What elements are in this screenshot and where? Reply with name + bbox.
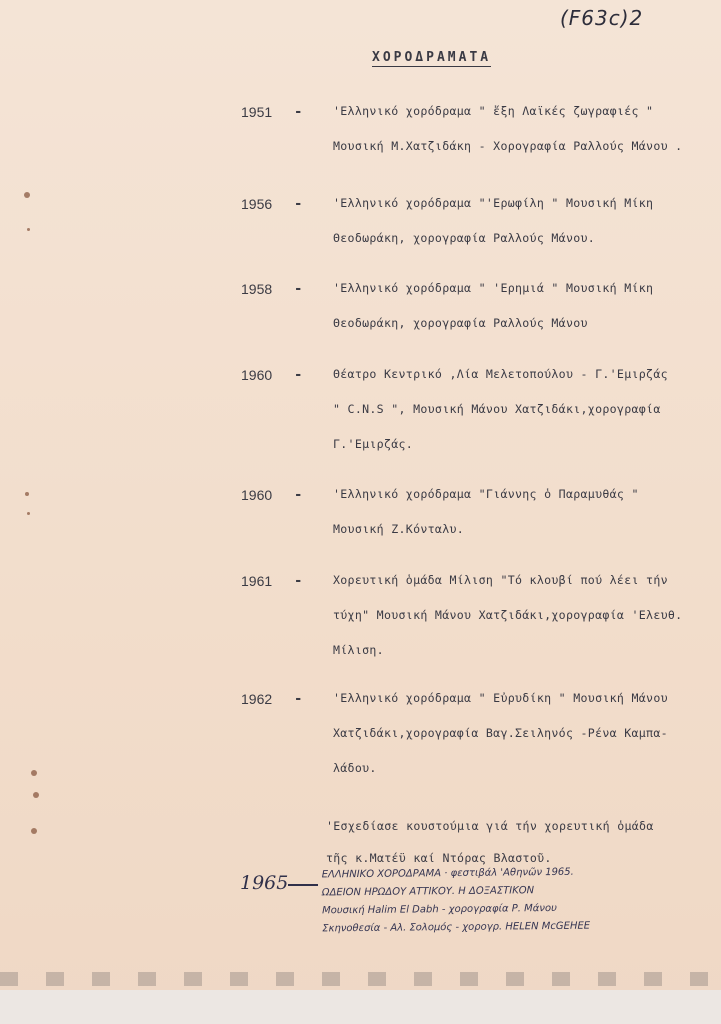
- entry-line: 'Ελληνικό χορόδραμα " Εὐρυδίκη " Μουσική Μάνου: [333, 691, 668, 705]
- rust-spot: [27, 228, 30, 231]
- handwritten-line: Μουσική Halim El Dabh - χορογραφία Ρ. Μάνου: [322, 902, 557, 917]
- entry-line: Χατζιδάκι,χορογραφία Βαγ.Σειληνός -Ρένα Καμπα-: [333, 726, 668, 740]
- entry-dash: -: [294, 367, 303, 383]
- entry-dash: -: [294, 104, 303, 120]
- entry-text: [333, 681, 703, 786]
- handwritten-dash: [288, 884, 318, 886]
- page-title: ΧΟΡΟΔΡΑΜΑΤΑ: [372, 50, 492, 65]
- entry-text: [333, 94, 703, 164]
- note-line: τῆς κ.Ματέϋ καί Ντόρας Βλαστοῦ.: [326, 851, 552, 865]
- page-bottom-edge: [0, 972, 721, 986]
- costume-note: [326, 810, 654, 874]
- entry-line: Γ.'Εμιρζάς.: [333, 437, 414, 451]
- entry-line: τύχη" Μουσική Μάνου Χατζιδάκι,χορογραφία 'Ελευθ.: [333, 608, 683, 622]
- entry-year: 1951: [241, 104, 273, 120]
- entry-year: 1960: [241, 487, 273, 503]
- rust-spot: [24, 192, 30, 198]
- entry-dash: -: [294, 573, 303, 589]
- archive-reference: (F63c)2: [560, 6, 644, 30]
- handwritten-year: 1965: [240, 872, 289, 894]
- entry-line: 'Ελληνικό χορόδραμα " 'Ερημιά " Μουσική Μίκη: [333, 281, 654, 295]
- entry-dash: -: [294, 691, 303, 707]
- entry-text: [333, 186, 703, 256]
- entry-dash: -: [294, 281, 303, 297]
- rust-spot: [31, 770, 37, 776]
- rust-spot: [27, 512, 30, 515]
- handwritten-line: ΩΔΕΙΟΝ ΗΡΩΔΟΥ ΑΤΤΙΚΟΥ. Η ΔΟΞΑΣΤΙΚΟΝ: [321, 885, 535, 899]
- scan-background: [0, 990, 721, 1024]
- entry-line: 'Ελληνικό χορόδραμα " ἔξη Λαϊκές ζωγραφιές ": [333, 104, 654, 118]
- entry-dash: -: [294, 196, 303, 212]
- entry-line: Μουσική Ζ.Κόνταλυ.: [333, 522, 465, 536]
- entry-line: λάδου.: [333, 761, 377, 775]
- entry-year: 1956: [241, 196, 273, 212]
- entry-line: Μουσική Μ.Χατζιδάκη - Χορογραφία Ραλλούς Μάνου .: [333, 139, 683, 153]
- entry-text: [333, 563, 703, 668]
- entry-year: 1958: [241, 281, 273, 297]
- entry-text: [333, 357, 703, 462]
- rust-spot: [31, 828, 37, 834]
- note-line: 'Εσχεδίασε κουστούμια γιά τήν χορευτική ὁμάδα: [326, 819, 654, 833]
- entry-year: 1960: [241, 367, 273, 383]
- rust-spot: [33, 792, 39, 798]
- handwritten-entry: [322, 865, 591, 940]
- rust-spot: [25, 492, 29, 496]
- entry-line: Θεοδωράκη, χορογραφία Ραλλούς Μάνου.: [333, 231, 596, 245]
- entry-line: Θέατρο Κεντρικό ,Λία Μελετοπούλου - Γ.'Εμιρζάς: [333, 367, 668, 381]
- entry-line: " C.N.S ", Μουσική Μάνου Χατζιδάκι,χορογραφία: [333, 402, 661, 416]
- entry-dash: -: [294, 487, 303, 503]
- entry-line: Χορευτική ὁμάδα Μίλιση "Τό κλουβί πού λέει τήν: [333, 573, 668, 587]
- entry-line: 'Ελληνικό χορόδραμα "'Ερωφίλη " Μουσική Μίκη: [333, 196, 654, 210]
- handwritten-line: Σκηνοθεσία - Αλ. Σολομός - χορογρ. HELEN McGEHEE: [322, 920, 591, 935]
- entry-line: 'Ελληνικό χορόδραμα "Γιάννης ὁ Παραμυθάς ": [333, 487, 639, 501]
- entry-line: Θεοδωράκη, χορογραφία Ραλλούς Μάνου: [333, 316, 588, 330]
- entry-line: Μίλιση.: [333, 643, 384, 657]
- entry-year: 1962: [241, 691, 273, 707]
- entry-year: 1961: [241, 573, 273, 589]
- entry-text: [333, 271, 703, 341]
- handwritten-line: ΕΛΛΗΝΙΚΟ ΧΟΡΟΔΡΑΜΑ · φεστιβάλ 'Αθηνῶν 1965.: [321, 866, 574, 881]
- entry-text: [333, 477, 703, 547]
